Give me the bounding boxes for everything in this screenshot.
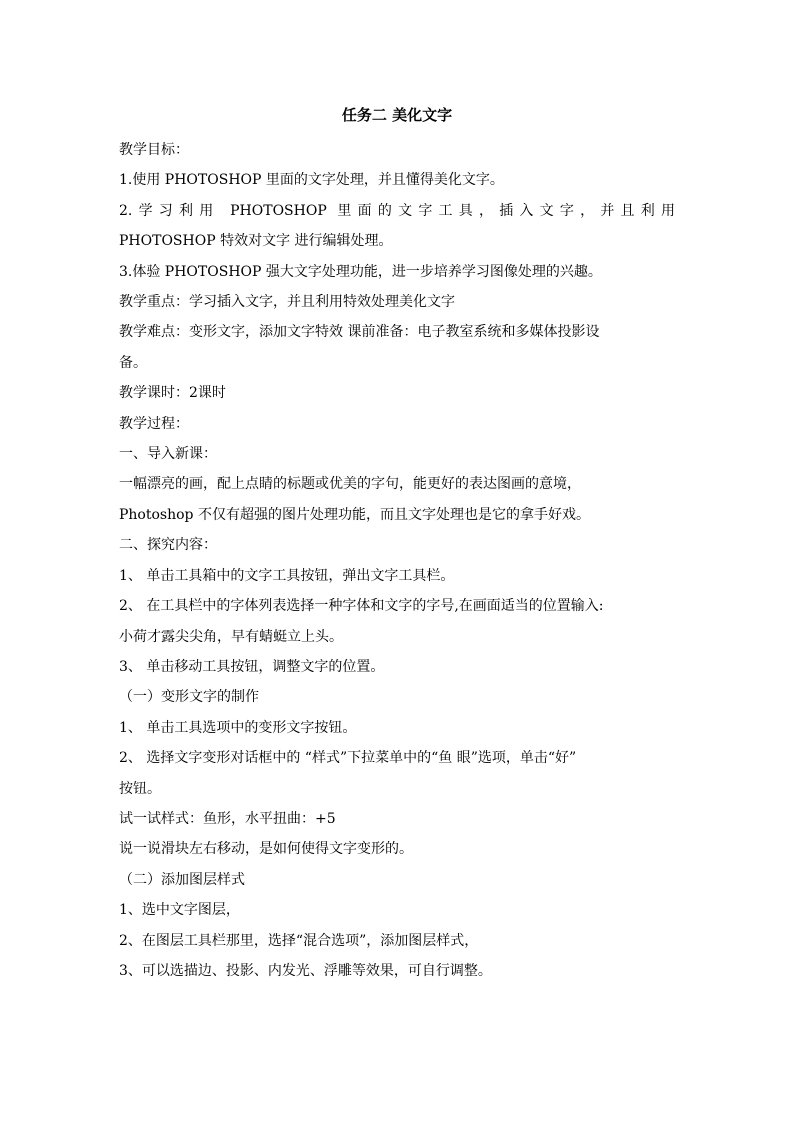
paragraph-layer-step-1: 1、选中文字图层， [119, 902, 240, 919]
paragraph-section-explore: 二、探究内容： [119, 537, 217, 554]
paragraph-step-1: 1、 单击工具箱中的文字工具按钮，弹出文字工具栏。 [119, 567, 455, 584]
document-body [119, 135, 675, 986]
paragraph-section-intro: 一、导入新课： [119, 446, 217, 463]
paragraph-warp-step-1: 1、 单击工具选项中的变形文字按钮。 [119, 719, 357, 736]
paragraph-layer-step-3: 3、可以选描边、投影、内发光、浮雕等效果，可自行调整。 [119, 962, 492, 979]
paragraph-subsection-layer-style: （二）添加图层样式 [119, 871, 245, 888]
paragraph-difficulties-line-1: 教学难点：变形文字，添加文字特效 课前准备：电子教室系统和多媒体投影设 [119, 324, 600, 341]
paragraph-goal-3: 3.体验 PHOTOSHOP 强大文字处理功能，进一步培养学习图像处理的兴趣。 [119, 263, 602, 280]
paragraph-intro-line-2: Photoshop 不仅有超强的图片处理功能，而且文字处理也是它的拿手好戏。 [119, 506, 590, 523]
document-title: 任务二 美化文字 [341, 106, 453, 124]
paragraph-step-2-line-1: 2、 在工具栏中的字体列表选择一种字体和文字的字号,在画面适当的位置输入: [119, 598, 604, 615]
paragraph-teaching-goals-heading: 教学目标： [119, 142, 189, 158]
paragraph-difficulties-line-2: 备。 [119, 354, 147, 371]
paragraph-process-heading: 教学过程： [119, 415, 189, 432]
paragraph-discuss-slider: 说一说滑块左右移动，是如何使得文字变形的。 [119, 841, 413, 858]
paragraph-step-2-line-2: 小荷才露尖尖角，早有蜻蜓立上头。 [119, 628, 343, 645]
paragraph-subsection-warp: （一）变形文字的制作 [119, 689, 259, 706]
paragraph-goal-2-line-1: 2.学习利用 PHOTOSHOP 里面的文字工具，插入文字，并且利用 [119, 202, 675, 219]
paragraph-intro-line-1: 一幅漂亮的画，配上点睛的标题或优美的字句，能更好的表达图画的意境， [119, 476, 581, 493]
paragraph-key-points: 教学重点：学习插入文字，并且利用特效处理美化文字 [119, 294, 455, 311]
paragraph-warp-step-2-line-1: 2、 选择文字变形对话框中的 “样式”下拉菜单中的“鱼 眼”选项，单击“好” [119, 750, 577, 767]
paragraph-goal-1: 1.使用 PHOTOSHOP 里面的文字处理，并且懂得美化文字。 [119, 172, 504, 189]
paragraph-step-3: 3、 单击移动工具按钮，调整文字的位置。 [119, 658, 385, 675]
paragraph-goal-2-line-2: PHOTOSHOP 特效对文字 进行编辑处理。 [119, 233, 393, 250]
paragraph-layer-step-2: 2、在图层工具栏那里，选择“混合选项”，添加图层样式， [119, 932, 479, 949]
paragraph-try-style: 试一试样式：鱼形，水平扭曲：+5 [119, 810, 336, 827]
paragraph-warp-step-2-line-2: 按钮。 [119, 780, 161, 797]
paragraph-class-hours: 教学课时：2课时 [119, 385, 226, 402]
